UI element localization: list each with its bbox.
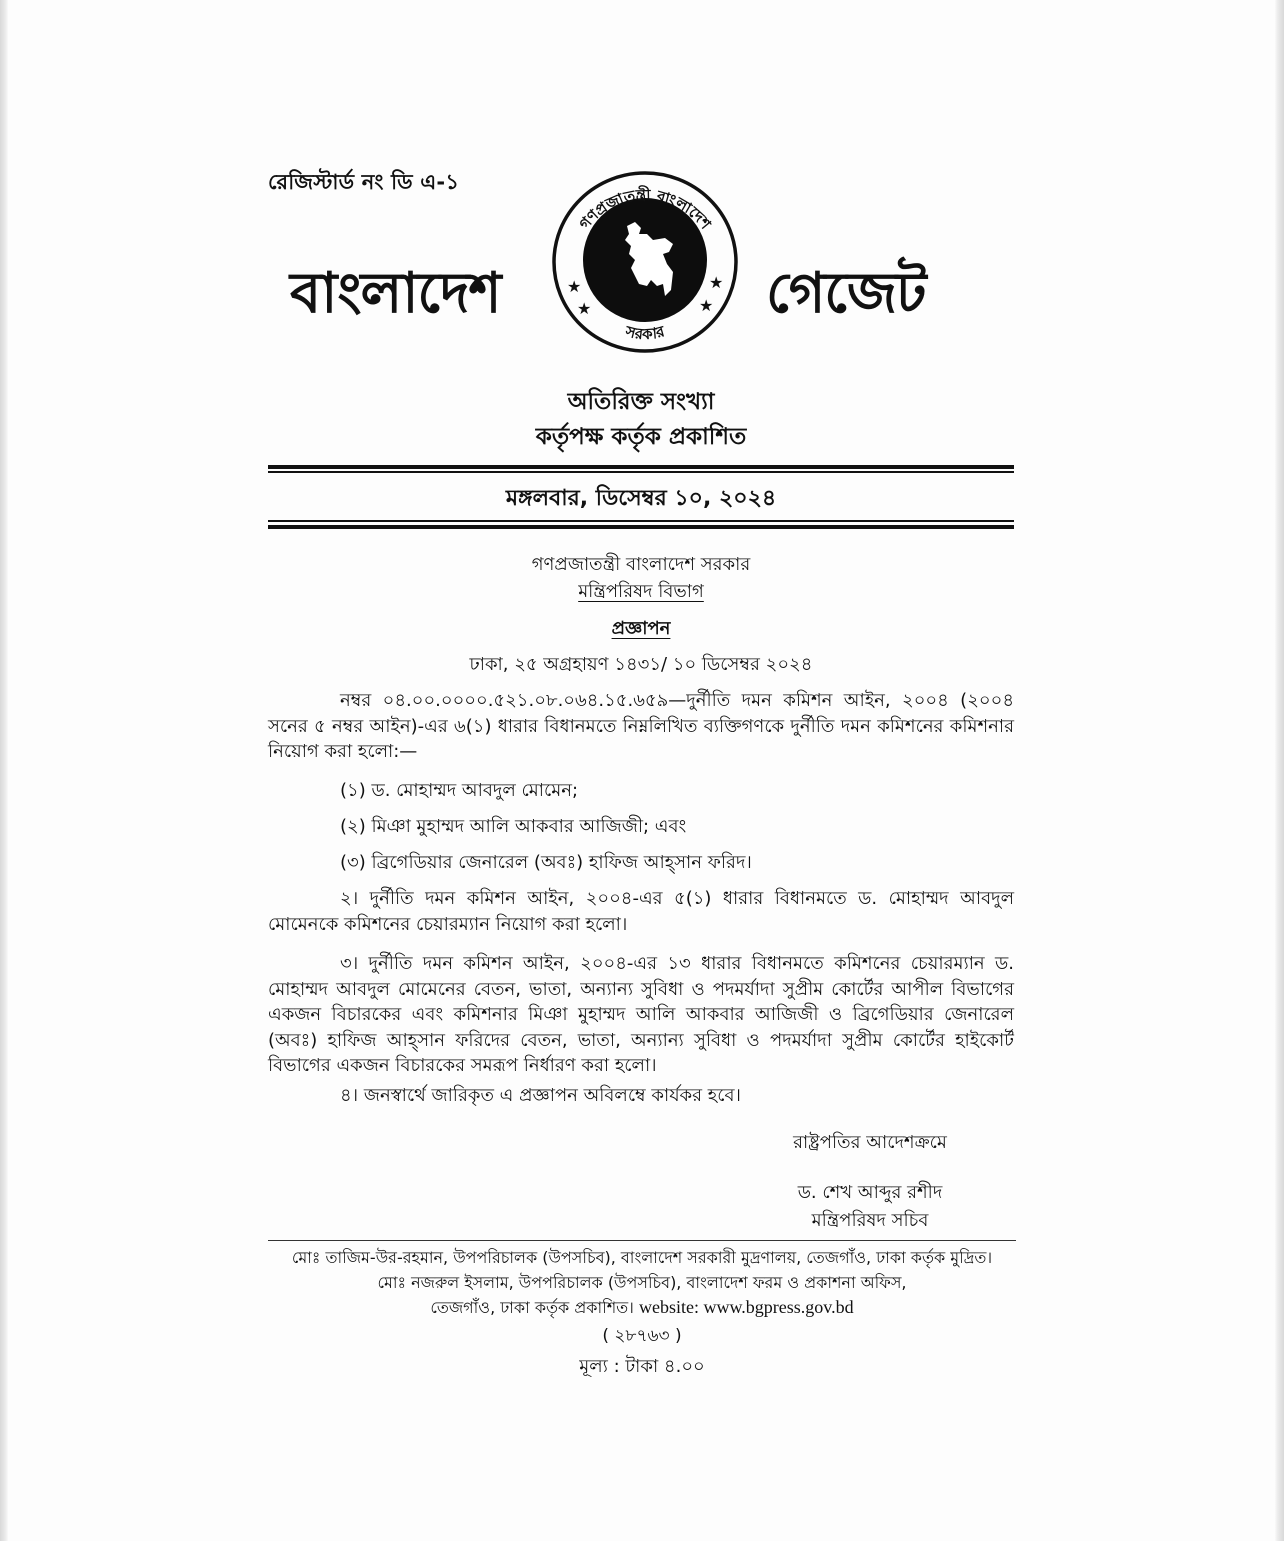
paragraph-2: ২। দুর্নীতি দমন কমিশন আইন, ২০০৪-এর ৫(১) ধারার বিধানমতে ড. মোহাম্মদ আবদুল মোমেনকে কমিশনের চেয়ারম্যান নিয়োগ করা হলো। — [268, 888, 1014, 935]
seal-top-text: গণপ্রজাতন্ত্রী বাংলাদেশ — [575, 185, 715, 233]
masthead-bangladesh: বাংলাদেশ — [290, 261, 501, 326]
appointee-item: (১) ড. মোহাম্মদ আবদুল মোমেন; — [340, 780, 579, 801]
gazette-date: মঙ্গলবার, ডিসেম্বর ১০, ২০২৪ — [505, 486, 777, 511]
signatory-name: ড. শেখ আব্দুর রশীদ — [797, 1182, 943, 1203]
division-name — [268, 577, 1014, 608]
star-icon: ★ — [709, 273, 724, 292]
date-rule-thick — [268, 525, 1014, 529]
paragraph-1: নম্বর ০৪.০০.০০০০.৫২১.০৮.০৬৪.১৫.৬৫৯—দুর্নীতি দমন কমিশন আইন, ২০০৪ (২০০৪ সনের ৫ নম্বর আইন)-এর ৬(১) ধারার বিধানমতে নিম্নলিখিত ব্যক্তিগণকে দুর্নীতি দমন কমিশনের কমিশনার নিয়োগ করা হলো:— — [268, 690, 1014, 762]
bangladesh-government-seal-icon — [549, 168, 741, 356]
star-icon: ★ — [567, 277, 582, 296]
appointee-item: (৩) ব্রিগেডিয়ার জেনারেল (অবঃ) হাফিজ আহ্সান ফরিদ। — [340, 852, 752, 873]
paragraph-3: ৩। দুর্নীতি দমন কমিশন আইন, ২০০৪-এর ১৩ ধারার বিধানমতে কমিশনের চেয়ারম্যান ড. মোহাম্মদ আবদুল মোমেনের বেতন, ভাতা, অন্যান্য সুবিধা ও পদমর্যাদা সুপ্রীম কোর্টের আপীল বিভাগের একজন বিচারকের এবং কমিশনার মিঞা মুহাম্মদ আলি আকবার আজিজী ও ব্রিগেডিয়ার জেনারেল (অবঃ) হাফিজ আহ্সান ফরিদের বেতন, ভাতা, অন্যান্য সুবিধা ও পদমর্যাদা সুপ্রীম কোর্টের হাইকোর্ট বিভাগের একজন বিচারকের সমরূপ নির্ধারণ করা হলো। — [268, 953, 1014, 1076]
notice-dateline: ঢাকা, ২৫ অগ্রহায়ণ ১৪৩১/ ১০ ডিসেম্বর ২০২৪ — [469, 654, 813, 675]
date-rule-thin — [268, 520, 1014, 522]
appointee-item: (২) মিঞা মুহাম্মদ আলি আকবার আজিজী; এবং — [340, 816, 687, 837]
publisher-credit-line-2 — [268, 1295, 1016, 1322]
masthead-gazette: গেজেট — [766, 261, 926, 326]
publisher-credit-line-1: মোঃ নজরুল ইসলাম, উপপরিচালক (উপসচিব), বাংলাদেশ ফরম ও প্রকাশনা অফিস, — [377, 1273, 907, 1292]
page-number: ( ২৮৭৬৩ ) — [602, 1326, 682, 1346]
notice-title-label: প্রজ্ঞাপন — [611, 618, 671, 639]
header-rule-thick — [268, 465, 1014, 469]
price: মূল্য : টাকা ৪.০০ — [579, 1356, 705, 1377]
notice-title — [268, 614, 1014, 645]
signatory-designation: মন্ত্রিপরিষদ সচিব — [811, 1210, 929, 1231]
star-icon: ★ — [577, 299, 592, 318]
paragraph-4: ৪। জনস্বার্থে জারিকৃত এ প্রজ্ঞাপন অবিলম্বে কার্যকর হবে। — [340, 1085, 741, 1106]
division-label: মন্ত্রিপরিষদ বিভাগ — [578, 581, 704, 602]
website-link[interactable]: website: www.bgpress.gov.bd — [638, 1297, 854, 1317]
header-rule-thin — [268, 471, 1014, 473]
seal-bottom-text: সরকার — [623, 322, 667, 344]
registration-number: রেজিস্টার্ড নং ডি এ-১ — [268, 170, 460, 194]
page-shadow-right — [1275, 0, 1284, 1541]
published-by-authority: কর্তৃপক্ষ কর্তৃক প্রকাশিত — [535, 424, 747, 450]
government-name: গণপ্রজাতন্ত্রী বাংলাদেশ সরকার — [531, 554, 751, 575]
issue-type: অতিরিক্ত সংখ্যা — [567, 389, 715, 415]
footer-rule — [268, 1240, 1016, 1241]
printer-credit: মোঃ তাজিম-উর-রহমান, উপপরিচালক (উপসচিব), বাংলাদেশ সরকারী মুদ্রণালয়, তেজগাঁও, ঢাকা কর্তৃক মুদ্রিত। — [291, 1248, 993, 1267]
page-shadow-left — [0, 0, 8, 1541]
publisher-credit-text: তেজগাঁও, ঢাকা কর্তৃক প্রকাশিত। — [430, 1298, 634, 1317]
star-icon: ★ — [699, 296, 714, 315]
signature-order-line: রাষ্ট্রপতির আদেশক্রমে — [793, 1132, 947, 1153]
